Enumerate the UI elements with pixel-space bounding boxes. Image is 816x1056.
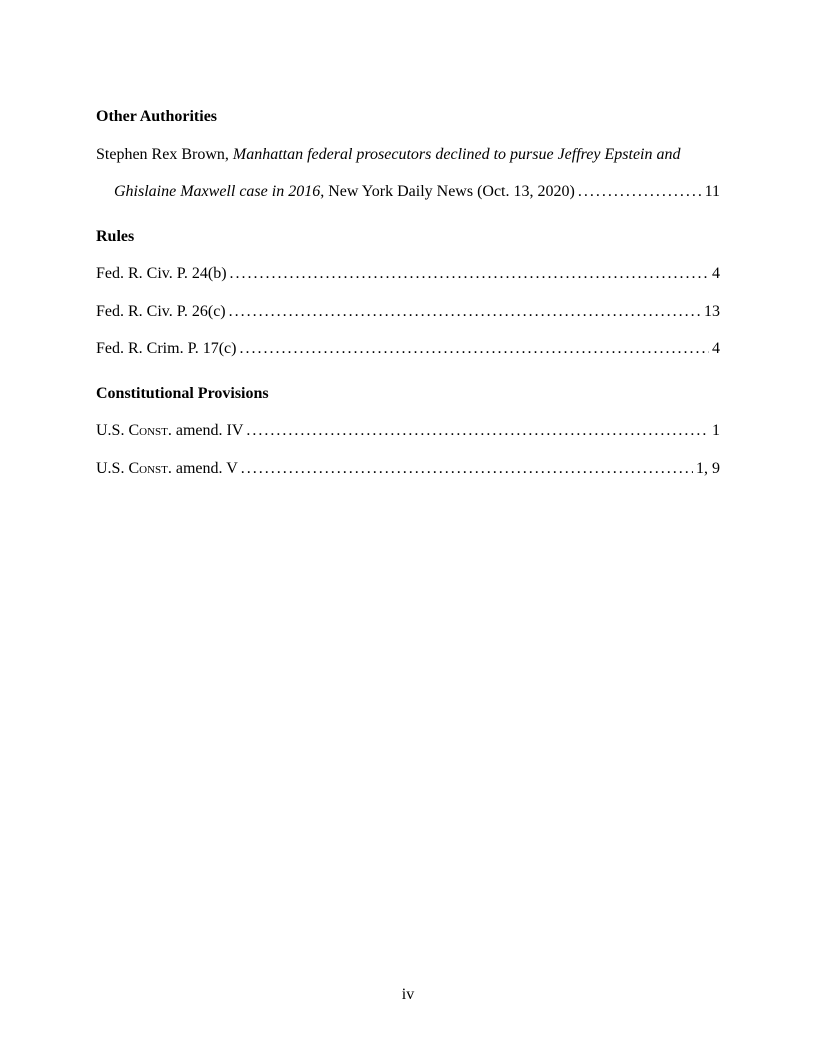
citation-prefix: U.S. (96, 459, 129, 477)
rule-page-number: 13 (704, 302, 720, 320)
section-heading-other-authorities: Other Authorities (96, 108, 218, 125)
citation-title-part1: Manhattan federal prosecutors declined to pursue Jeffrey Epstein and (232, 145, 681, 163)
dot-leader (246, 412, 709, 450)
toa-entry-rule-26c (96, 293, 720, 331)
citation-title-part2: Ghislaine Maxwell case in 2016 (114, 183, 321, 200)
citation-line-1 (96, 136, 720, 174)
citation-const-smallcaps: Const. (128, 459, 172, 477)
citation-line-2 (96, 173, 720, 211)
dot-leader (239, 330, 709, 368)
constitutional-page-number: 1 (712, 422, 720, 439)
page-number-footer: iv (401, 986, 415, 1003)
rule-page-number: 4 (712, 340, 720, 357)
dot-leader (578, 173, 702, 211)
citation-suffix: amend. V (171, 459, 238, 477)
toa-entry-amend-v (96, 450, 720, 488)
section-heading-rules: Rules (96, 227, 135, 245)
citation-page-number: 11 (704, 183, 720, 200)
citation-prefix: U.S. (96, 422, 129, 439)
citation-continuation (114, 173, 575, 211)
rule-citation: Fed. R. Civ. P. 24(b) (96, 265, 227, 282)
dot-leader (229, 293, 701, 331)
rule-citation: Fed. R. Civ. P. 26(c) (96, 302, 226, 320)
citation-const-smallcaps: Const. (128, 422, 172, 439)
citation-suffix: amend. IV (171, 422, 244, 439)
section-heading-constitutional-provisions: Constitutional Provisions (96, 384, 269, 402)
citation-author: Stephen Rex Brown, (96, 145, 233, 163)
constitutional-page-number: 1, 9 (696, 459, 720, 477)
toa-entry-rule-24b (96, 255, 720, 293)
dot-leader (241, 450, 693, 488)
rule-citation: Fed. R. Crim. P. 17(c) (96, 340, 237, 357)
toa-entry-rule-17c (96, 330, 720, 368)
constitutional-citation (96, 450, 238, 488)
constitutional-citation (96, 412, 243, 450)
table-of-authorities (96, 98, 720, 487)
dot-leader (230, 255, 709, 293)
citation-source: , New York Daily News (Oct. 13, 2020) (320, 183, 575, 200)
toa-entry-amend-iv (96, 412, 720, 450)
rule-page-number: 4 (712, 265, 720, 282)
